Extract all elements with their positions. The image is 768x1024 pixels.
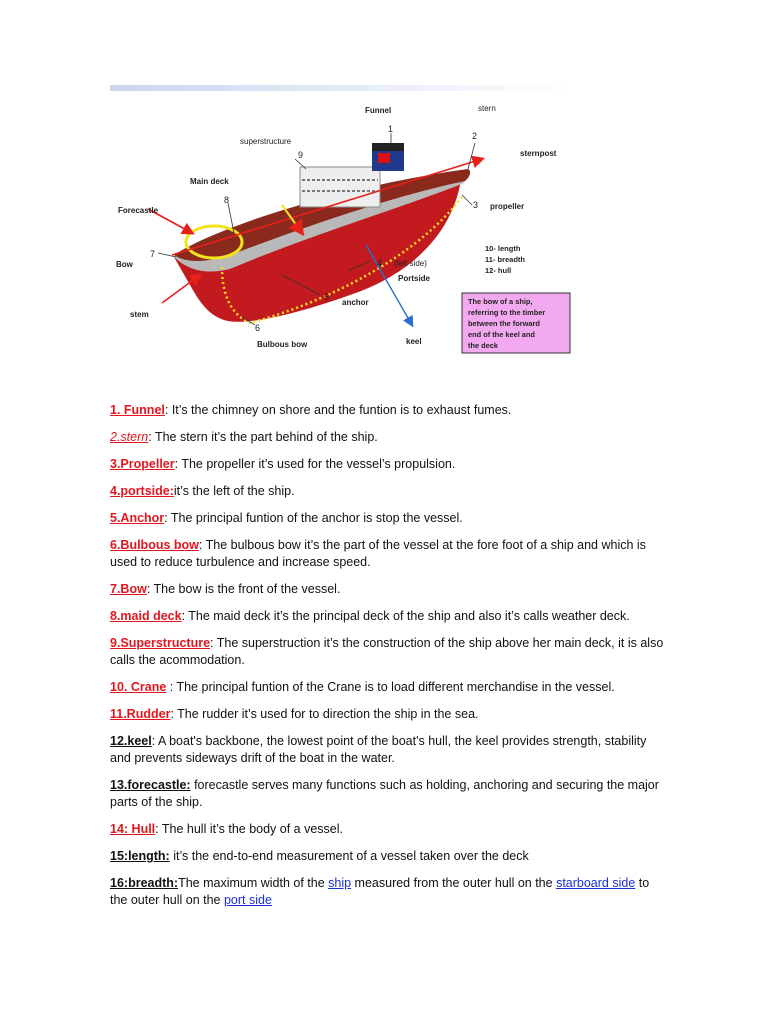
definition-anchor bbox=[110, 510, 670, 527]
label-portside: Portside bbox=[398, 274, 431, 283]
desc: : The propeller it’s used for the vessel’s propulsion. bbox=[174, 457, 456, 471]
term: 12.keel bbox=[110, 734, 152, 748]
definition-rudder bbox=[110, 706, 670, 723]
ship-link[interactable]: ship bbox=[328, 876, 352, 890]
definition-length bbox=[110, 848, 670, 865]
definition-breadth bbox=[110, 875, 670, 909]
desc: : A boat's backbone, the lowest point of the boat's hull, the keel provides strength, stability and prevents sideways drift of the boat in the water. bbox=[110, 734, 647, 765]
label-bow: Bow bbox=[116, 260, 133, 269]
term: 6.Bulbous bow bbox=[110, 538, 199, 552]
definition-bow bbox=[110, 581, 670, 598]
definition-main-deck bbox=[110, 608, 670, 625]
desc: : The bulbous bow it’s the part of the vessel at the fore foot of a ship and which is used to reduce turbulence and increase speed. bbox=[110, 538, 646, 569]
label-superstructure: superstructure bbox=[240, 137, 292, 146]
term: 14: Hull bbox=[110, 822, 156, 836]
term: 15:length: bbox=[110, 849, 170, 863]
num-4: 4 bbox=[377, 258, 383, 268]
note-line: The bow of a ship, bbox=[468, 297, 533, 306]
term: 16:breadth: bbox=[110, 876, 179, 890]
desc: it’s the end-to-end measurement of a vessel taken over the deck bbox=[169, 849, 529, 863]
desc: : The stern it’s the part behind of the ship. bbox=[148, 430, 378, 444]
label-stern: stern bbox=[478, 104, 496, 113]
note-line: referring to the timber bbox=[468, 308, 546, 317]
num-6: 6 bbox=[255, 323, 261, 333]
desc: : It’s the chimney on shore and the funtion is to exhaust fumes. bbox=[164, 403, 512, 417]
term: 5.Anchor bbox=[110, 511, 165, 525]
definition-propeller bbox=[110, 456, 670, 473]
term: 7.Bow bbox=[110, 582, 147, 596]
legend-breadth: 11- breadth bbox=[485, 255, 526, 264]
label-anchor: anchor bbox=[342, 298, 369, 307]
label-main-deck: Main deck bbox=[190, 177, 229, 186]
desc: : The hull it’s the body of a vessel. bbox=[155, 822, 343, 836]
legend-length: 10- length bbox=[485, 244, 521, 253]
num-3: 3 bbox=[473, 200, 479, 210]
desc: to the outer hull on the bbox=[110, 876, 650, 907]
desc: : The superstruction it’s the construction of the ship above her main deck, it is also calls the acommodation. bbox=[110, 636, 664, 667]
port-side-link[interactable]: port side bbox=[223, 893, 272, 907]
term: 9.Superstructure bbox=[110, 636, 211, 650]
term: 13.forecastle: bbox=[110, 778, 191, 792]
term: 3.Propeller bbox=[110, 457, 175, 471]
desc: : The rudder it’s used for to direction the ship in the sea. bbox=[170, 707, 479, 721]
num-2: 2 bbox=[472, 131, 478, 141]
definition-superstructure bbox=[110, 635, 670, 669]
note-line: end of the keel and bbox=[468, 330, 535, 339]
term: 10. Crane bbox=[110, 680, 167, 694]
starboard-side-link[interactable]: starboard side bbox=[556, 876, 636, 890]
desc: measured from the outer hull on the bbox=[351, 876, 557, 890]
num-9: 9 bbox=[298, 150, 304, 160]
term: 11.Rudder bbox=[110, 707, 171, 721]
definition-forecastle bbox=[110, 777, 670, 811]
num-8: 8 bbox=[224, 195, 230, 205]
label-keel: keel bbox=[406, 337, 422, 346]
num-5: 5 bbox=[324, 292, 330, 302]
label-forecastle: Forecastle bbox=[118, 206, 159, 215]
note-line: between the forward bbox=[468, 319, 540, 328]
term: 2.stern bbox=[110, 430, 149, 444]
term: 4.portside: bbox=[110, 484, 174, 498]
definition-funnel bbox=[110, 402, 670, 419]
desc: : The maid deck it’s the principal deck of the ship and also it’s calls weather deck. bbox=[181, 609, 630, 623]
label-sternpost: sternpost bbox=[520, 149, 557, 158]
label-bulbous-bow: Bulbous bow bbox=[257, 340, 308, 349]
definition-bulbous-bow bbox=[110, 537, 670, 571]
definition-stern bbox=[110, 429, 670, 446]
definitions-list bbox=[110, 402, 670, 919]
desc: : The bow is the front of the vessel. bbox=[146, 582, 341, 596]
desc: it’s the left of the ship. bbox=[173, 484, 295, 498]
label-funnel: Funnel bbox=[365, 106, 392, 115]
desc: : The principal funtion of the anchor is stop the vessel. bbox=[164, 511, 463, 525]
num-1: 1 bbox=[388, 124, 394, 134]
label-propeller: propeller bbox=[490, 202, 525, 211]
desc: forecastle serves many functions such as holding, anchoring and securing the major parts of the ship. bbox=[110, 778, 659, 809]
term: 8.maid deck bbox=[110, 609, 182, 623]
definition-hull bbox=[110, 821, 670, 838]
term: 1. Funnel bbox=[110, 403, 165, 417]
definition-keel bbox=[110, 733, 670, 767]
definition-crane bbox=[110, 679, 670, 696]
definition-portside bbox=[110, 483, 670, 500]
top-band bbox=[110, 85, 576, 91]
desc: : The principal funtion of the Crane is to load different merchandise in the vessel. bbox=[166, 680, 615, 694]
desc: The maximum width of the bbox=[178, 876, 329, 890]
num-7: 7 bbox=[150, 249, 156, 259]
ship-diagram bbox=[110, 85, 576, 363]
label-stem: stem bbox=[130, 310, 149, 319]
label-left-side: (left side) bbox=[394, 259, 427, 268]
legend-hull: 12- hull bbox=[485, 266, 512, 275]
superstructure-block bbox=[300, 167, 380, 207]
note-line: the deck bbox=[468, 341, 498, 350]
